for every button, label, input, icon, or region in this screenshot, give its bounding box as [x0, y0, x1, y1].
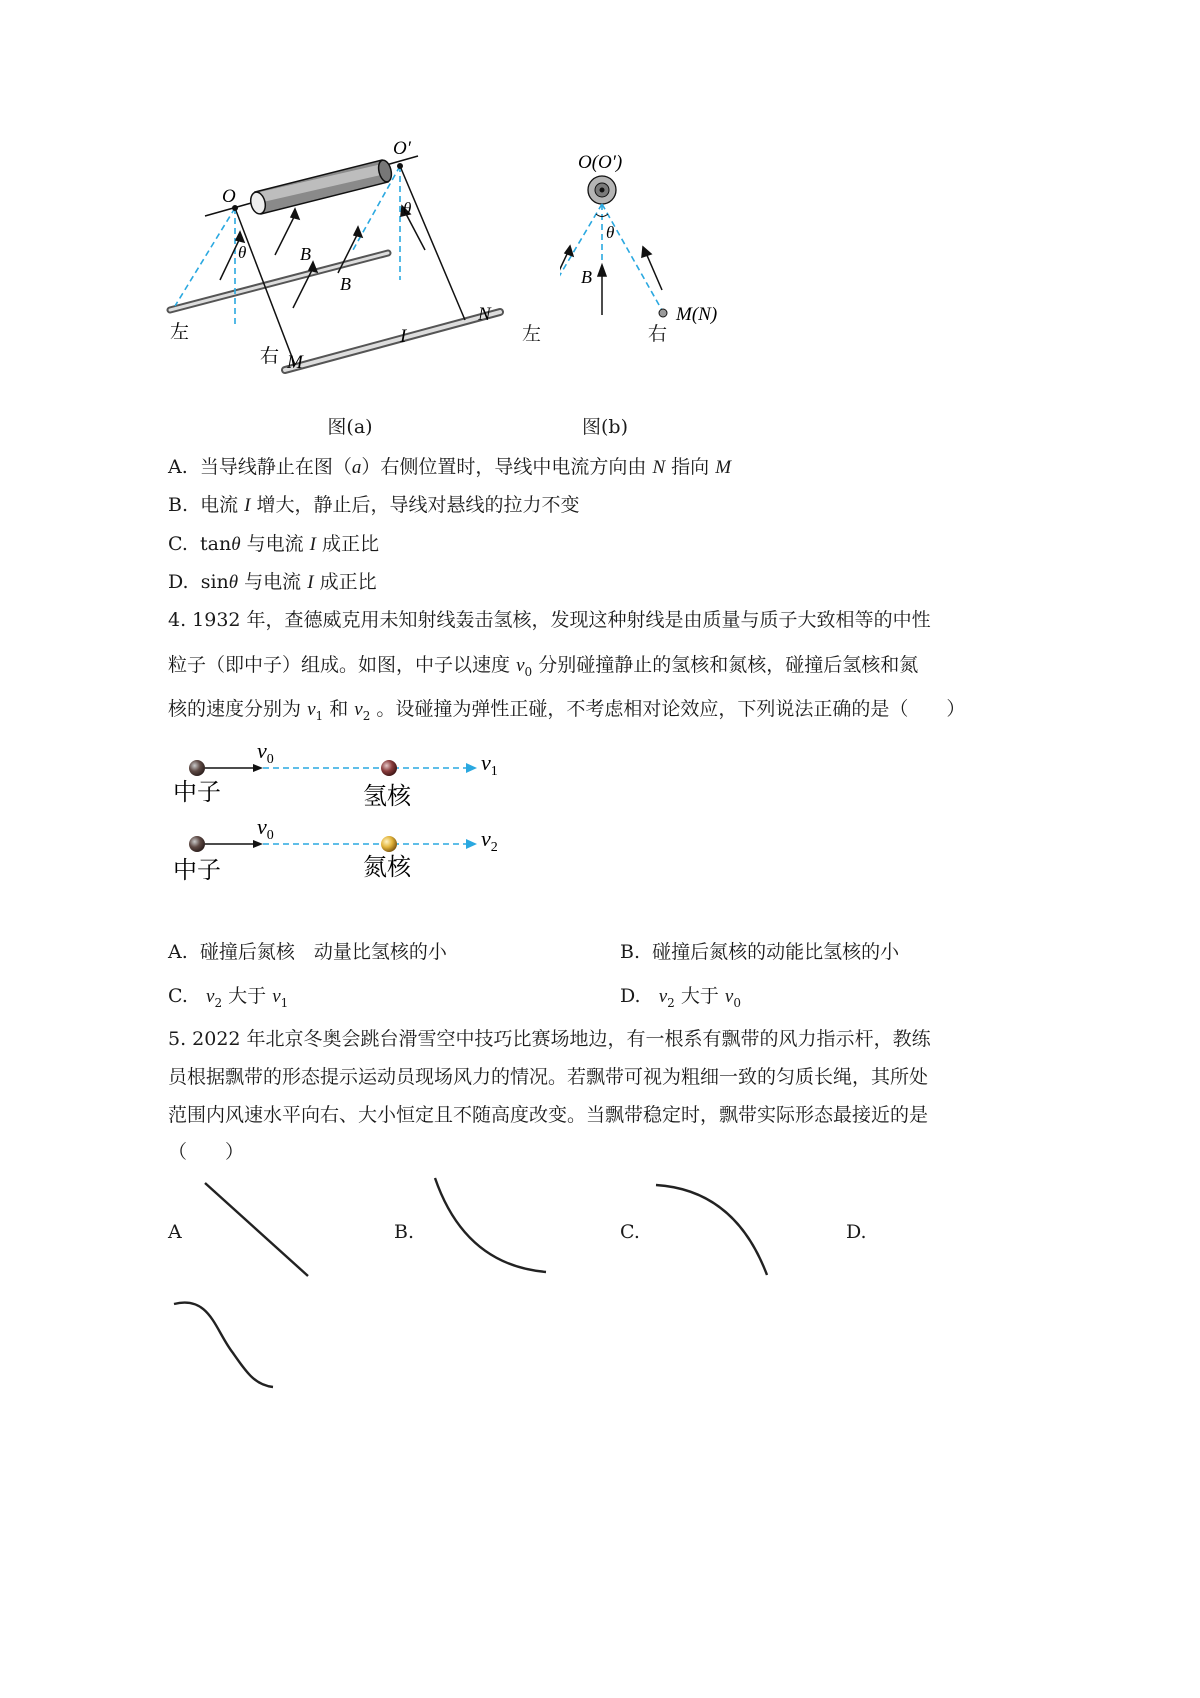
q3-option-a: A. 当导线静止在图（a）右侧位置时，导线中电流方向由 N 指向 M: [168, 456, 732, 478]
q4-fig-neutron-1: 中子: [173, 778, 221, 806]
label-theta-1: θ: [238, 243, 247, 262]
q3-option-d: D. sinθ 与电流 I 成正比: [168, 571, 377, 593]
figure-a: [160, 130, 560, 430]
figure-b: [560, 140, 780, 380]
q5-line-1: 5. 2022 年北京冬奥会跳台滑雪空中技巧比赛场地边，有一根系有飘带的风力指示杆，教练: [168, 1028, 931, 1050]
q4-figure: [165, 730, 525, 900]
q5-option-c-label: C.: [620, 1221, 640, 1243]
label-theta-2: θ: [403, 199, 412, 218]
q5-option-a-curve: [195, 1175, 320, 1285]
label-mn: M(N): [676, 304, 718, 325]
q3-option-b: B. 电流 I 增大，静止后，导线对悬线的拉力不变: [168, 494, 580, 516]
figure-b-right: 右: [648, 323, 668, 345]
q3-option-c: C. tanθ 与电流 I 成正比: [168, 533, 380, 555]
q5-option-b-curve: [425, 1170, 555, 1280]
q5-option-d-curve: [165, 1295, 285, 1395]
label-b-b: B: [581, 267, 592, 287]
label-m: M: [287, 352, 303, 373]
q5-line-3: 范围内风速水平向右、大小恒定且不随高度改变。当飘带稳定时，飘带实际形态最接近的是: [168, 1104, 929, 1126]
q4-option-c: C. $v_2$ 大于 $v_1$: [168, 985, 289, 1010]
q4-fig-nitrogen: 氮核: [363, 853, 411, 881]
q4-fig-v0-a: $v_0$: [257, 738, 274, 767]
q4-option-d: D. $v_2$ 大于 $v_0$: [620, 985, 741, 1010]
q4-fig-v0-b: $v_0$: [257, 814, 274, 843]
label-n: N: [478, 304, 491, 325]
q5-option-c-curve: [650, 1175, 780, 1285]
q4-line-2: 粒子（即中子）组成。如图，中子以速度 $v_0$ 分别碰撞静止的氢核和氮核，碰撞后氢核和氮: [168, 654, 919, 679]
label-b-2: B: [340, 274, 351, 294]
figure-b-left: 左: [522, 323, 542, 345]
q5-line-2: 员根据飘带的形态提示运动员现场风力的情况。若飘带可视为粗细一致的匀质长绳，其所处: [168, 1066, 929, 1088]
q4-fig-v2: $v_2$: [481, 826, 498, 855]
q4-line-1: 4. 1932 年，查德威克用未知射线轰击氢核，发现这种射线是由质量与质子大致相等的中性: [168, 609, 931, 631]
label-i: I: [400, 326, 407, 347]
figure-b-caption: 图(b): [582, 416, 628, 438]
q4-fig-neutron-2: 中子: [173, 856, 221, 884]
label-o: O: [222, 186, 236, 207]
q4-option-a: A. 碰撞后氮核 动量比氢核的小: [168, 941, 447, 963]
label-b-1: B: [300, 244, 311, 264]
label-left: 左: [170, 321, 190, 343]
q4-line-3: 核的速度分别为 $v_1$ 和 $v_2$ 。设碰撞为弹性正碰，不考虑相对论效应，下列说法正确的是（ ）: [168, 698, 966, 723]
q4-fig-v1: $v_1$: [481, 750, 498, 779]
q5-option-a-label: A: [168, 1221, 182, 1243]
q5-option-b-label: B.: [394, 1221, 415, 1243]
label-oo-prime: O(O′): [578, 152, 623, 173]
label-o-prime: O′: [393, 138, 411, 159]
figure-a-caption: 图(a): [327, 416, 373, 438]
q5-line-4: （ ）: [168, 1141, 245, 1163]
label-theta-b: θ: [606, 223, 615, 242]
q4-option-b: B. 碰撞后氮核的动能比氢核的小: [620, 941, 900, 963]
label-right: 右: [260, 345, 280, 367]
q5-option-d-label: D.: [846, 1221, 867, 1243]
q4-fig-hydrogen: 氢核: [363, 782, 411, 810]
